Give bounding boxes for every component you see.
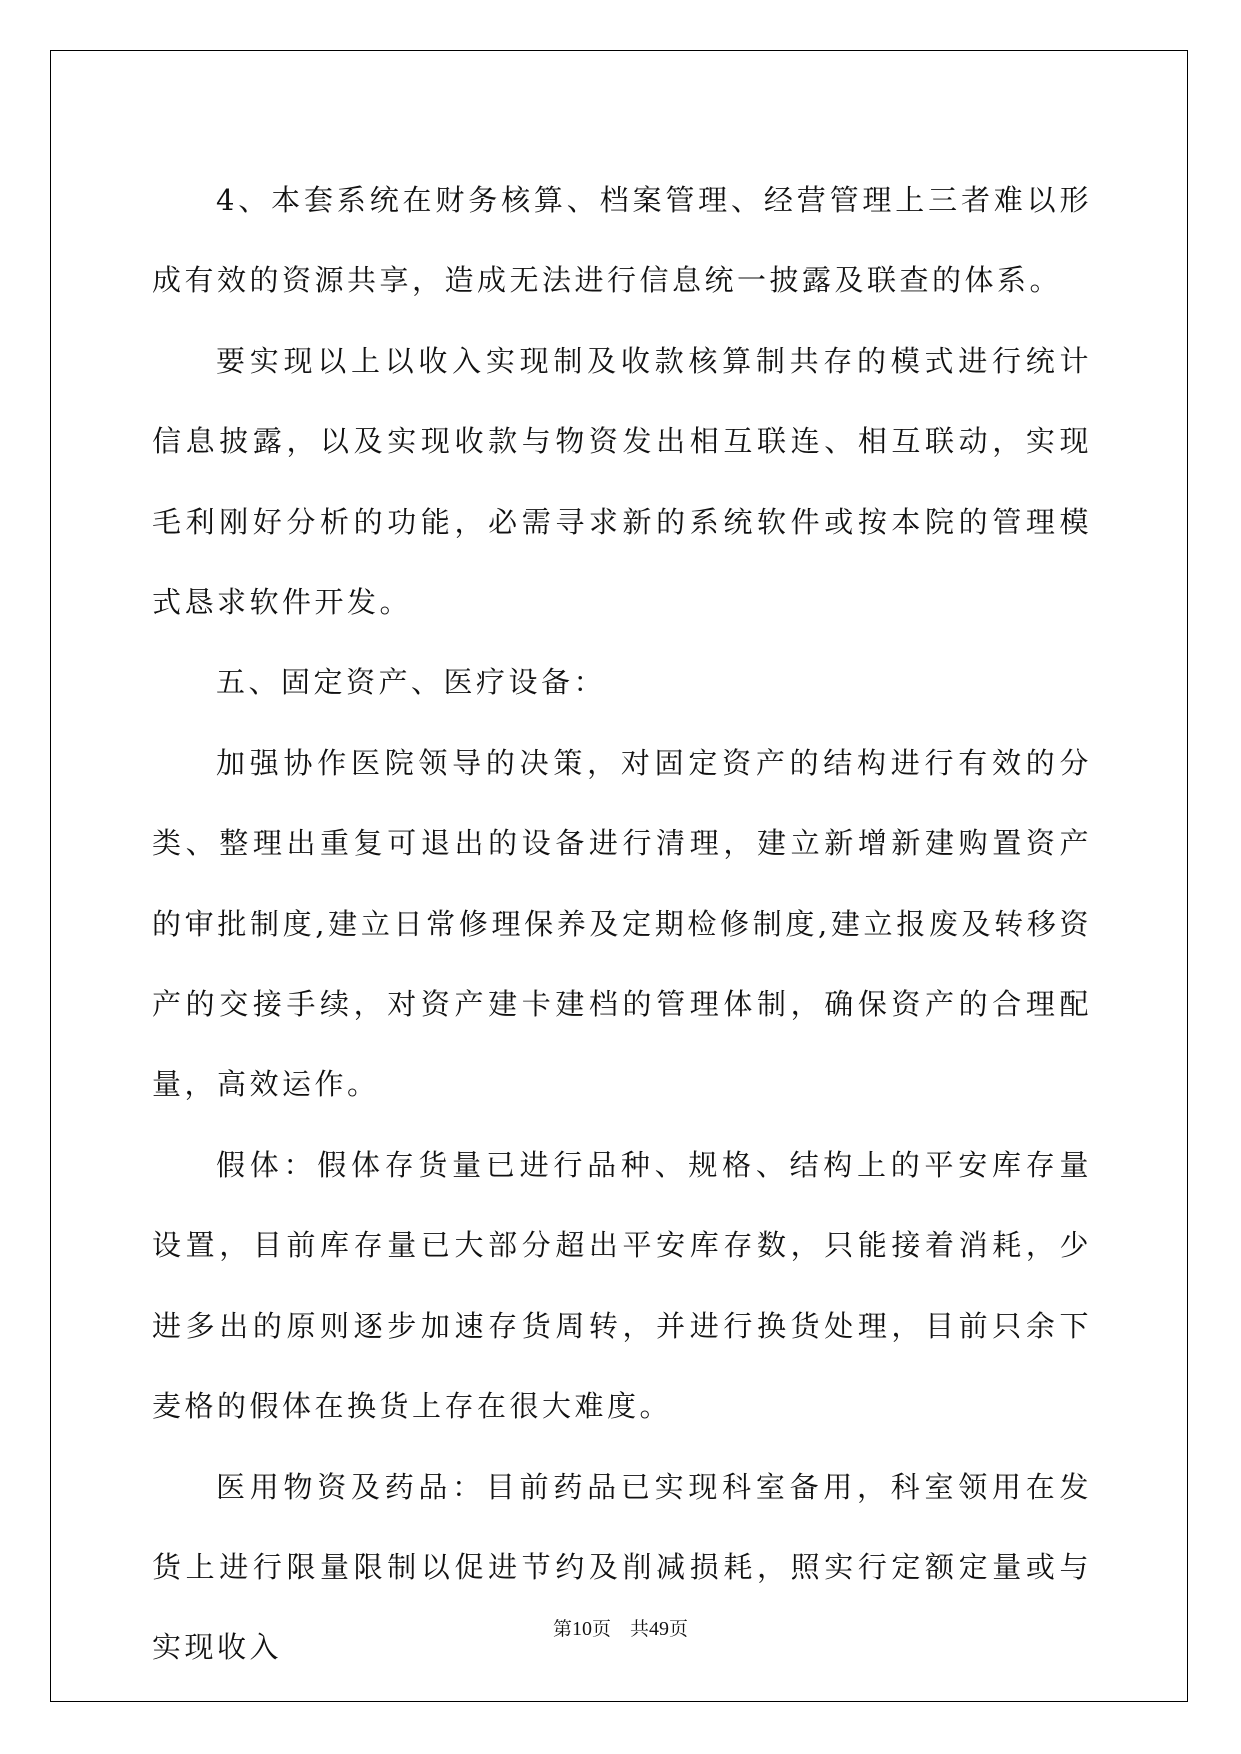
paragraph: 加强协作医院领导的决策，对固定资产的结构进行有效的分类、整理出重复可退出的设备进行清理，建立新增新建购置资产的审批制度,建立日常修理保养及定期检修制度,建立报废及转移资产的交接手续，对资产建卡建档的管理体制，确保资产的合理配量，高效运作。 (152, 745, 1092, 1102)
footer-suffix: 页 (669, 1618, 689, 1640)
footer-prefix: 第 (552, 1618, 572, 1640)
total-pages: 49 (649, 1618, 669, 1640)
page-number: 10 (571, 1618, 592, 1640)
paragraph: 五、固定资产、医疗设备： (216, 665, 607, 700)
footer-middle: 页 共 (591, 1618, 649, 1640)
paragraph: 假体：假体存货量已进行品种、规格、结构上的平安库存量设置，目前库存量已大部分超出平安库存数，只能接着消耗，少进多出的原则逐步加速存货周转，并进行换货处理，目前只余下麦格的假体在换货上存在很大难度。 (152, 1147, 1092, 1424)
paragraph: 要实现以上以收入实现制及收款核算制共存的模式进行统计信息披露，以及实现收款与物资发出相互联连、相互联动，实现毛利刚好分析的功能，必需寻求新的系统软件或按本院的管理模式恳求软件开发。 (152, 343, 1092, 620)
paragraph: 4、本套系统在财务核算、档案管理、经营管理上三者难以形成有效的资源共享，造成无法进行信息统一披露及联查的体系。 (152, 183, 1092, 298)
document-body (152, 160, 1092, 1688)
paragraph: 医用物资及药品：目前药品已实现科室备用，科室领用在发货上进行限量限制以促进节约及削减损耗，照实行定额定量或与实现收入 (152, 1469, 1092, 1665)
page-footer (0, 1614, 1241, 1641)
